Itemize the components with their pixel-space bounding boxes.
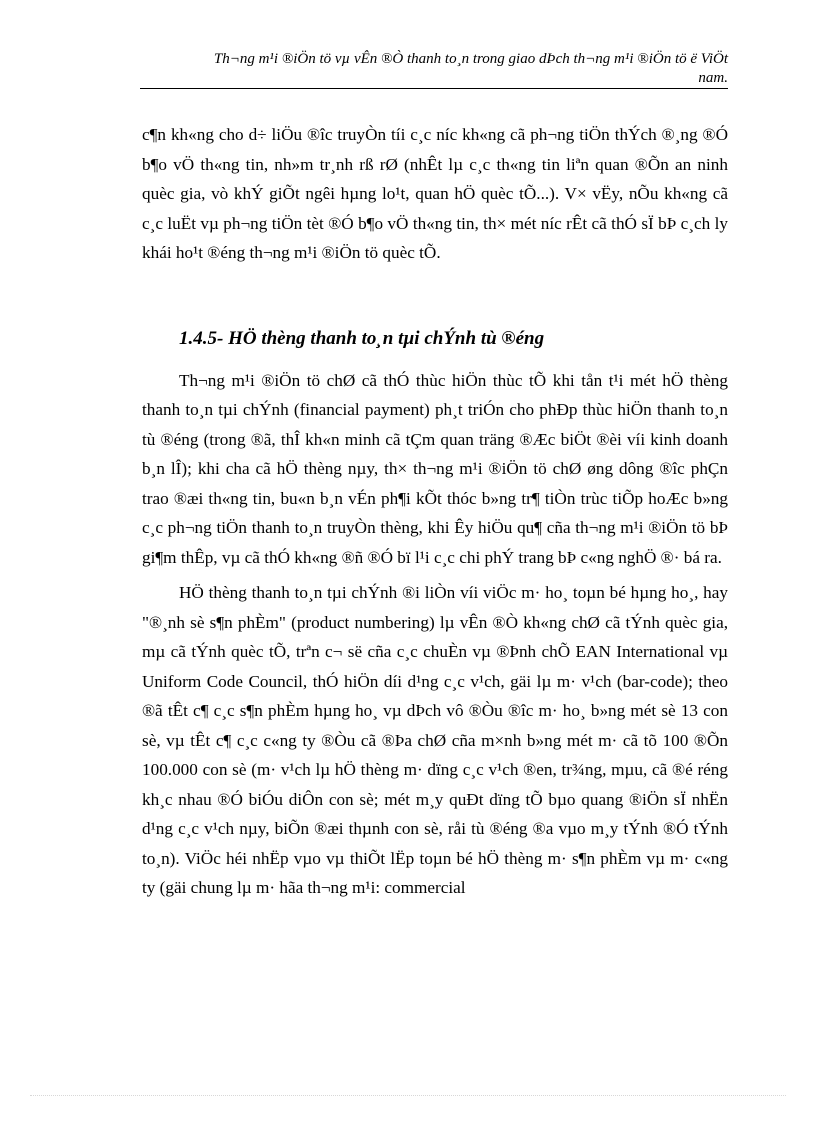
section-paragraph: Th¬ng m¹i ®iÖn tö chØ cã thÓ thùc hiÖn thùc tÕ khi tån t¹i mét hÖ thèng thanh to¸n tµi chÝnh (financial payment) ph¸t triÓn cho phÐp thùc hiÖn thanh to¸n tù ®éng (trong ®ã, thÎ kh«n minh cã tÇm quan träng ®Æc biÖt ®èi víi kinh doanh b¸n lÎ); khi cha cã hÖ thèng nµy, th× th¬ng m¹i ®iÖn tö chØ øng dông ®îc phÇn trao ®æi th«ng tin, bu«n b¸n vÉn ph¶i kÕt thóc b»ng tr¶ tiÒn trùc tiÕp hoÆc b»ng c¸c ph¬ng tiÖn thanh to¸n truyÒn thèng, khi Êy hiÖu qu¶ cña th¬ng m¹i ®iÖn tö bÞ gi¶m thÊp, vµ cã thÓ kh«ng ®ñ ®Ó bï l¹i c¸c chi phÝ trang bÞ c«ng nghÖ ®· bá ra. bbox=[142, 370, 728, 567]
running-header bbox=[140, 50, 728, 89]
section-heading: 1.4.5- HÖ thèng thanh to¸n tµi chÝnh tù ®éng bbox=[179, 327, 545, 349]
page-bottom-divider bbox=[30, 1095, 786, 1096]
body-paragraph: c¶n kh«ng cho d÷ liÖu ®îc truyÒn tíi c¸c níc kh«ng cã ph¬ng tiÖn thÝch ®¸ng ®Ó b¶o vÖ th«ng tin, nh»m tr¸nh rß rØ (nhÊt lµ c¸c th«ng tin liªn quan ®Õn an ninh quèc gia, vò khÝ giÕt ngêi hµng lo¹t, quan hÖ quèc tÕ...). V× vËy, nÕu kh«ng cã c¸c luËt vµ ph¬ng tiÖn tèt ®Ó b¶o vÖ th«ng tin, th× mét níc rÊt cã thÓ sÏ bÞ c¸ch ly khái ho¹t ®éng th¬ng m¹i ®iÖn tö quèc tÕ. bbox=[142, 125, 728, 262]
running-header-line1: Th¬ng m¹i ®iÖn tö vµ vÊn ®Ò thanh to¸n trong giao dÞch th¬ng m¹i ®iÖn tö ë ViÖt bbox=[213, 51, 728, 67]
page-body bbox=[142, 120, 728, 903]
section-paragraph: HÖ thèng thanh to¸n tµi chÝnh ®i liÒn víi viÖc m· ho¸ toµn bé hµng ho¸, hay "®¸nh sè s¶n phÈm" (product numbering) lµ vÊn ®Ò kh«ng chØ cã tÝnh quèc gia, mµ cã tÝnh quèc tÕ, trªn c¬ së cña c¸c chuÈn vµ ®Þnh chÕ EAN International vµ Uniform Code Council, thÓ hiÖn díi d¹ng c¸c v¹ch, gäi lµ m· v¹ch (bar-code); theo ®ã tÊt c¶ c¸c s¶n phÈm hµng ho¸ vµ dÞch vô ®Òu ®îc m· ho¸ b»ng mét sè 13 con sè, vµ tÊt c¶ c¸c c«ng ty ®Òu cã ®Þa chØ cña m×nh b»ng mét m· cã tõ 100 ®Õn 100.000 con sè (m· v¹ch lµ hÖ thèng m· dïng c¸c v¹ch ®en, tr¾ng, mµu, cã ®é réng kh¸c nhau ®Ó biÓu diÔn con sè; mét m¸y quÐt dïng tÕ bµo quang ®iÖn sÏ nhËn d¹ng c¸c v¹ch nµy, biÕn ®æi thµnh con sè, råi tù ®éng ®a vµo m¸y tÝnh ®Ó tÝnh to¸n). ViÖc héi nhËp vµo vµ thiÕt lËp toµn bé hÖ thèng m· s¶n phÈm vµ m· c«ng ty (gäi chung lµ m· hãa th¬ng m¹i: commercial bbox=[142, 583, 728, 897]
running-header-line2: nam. bbox=[698, 70, 728, 86]
